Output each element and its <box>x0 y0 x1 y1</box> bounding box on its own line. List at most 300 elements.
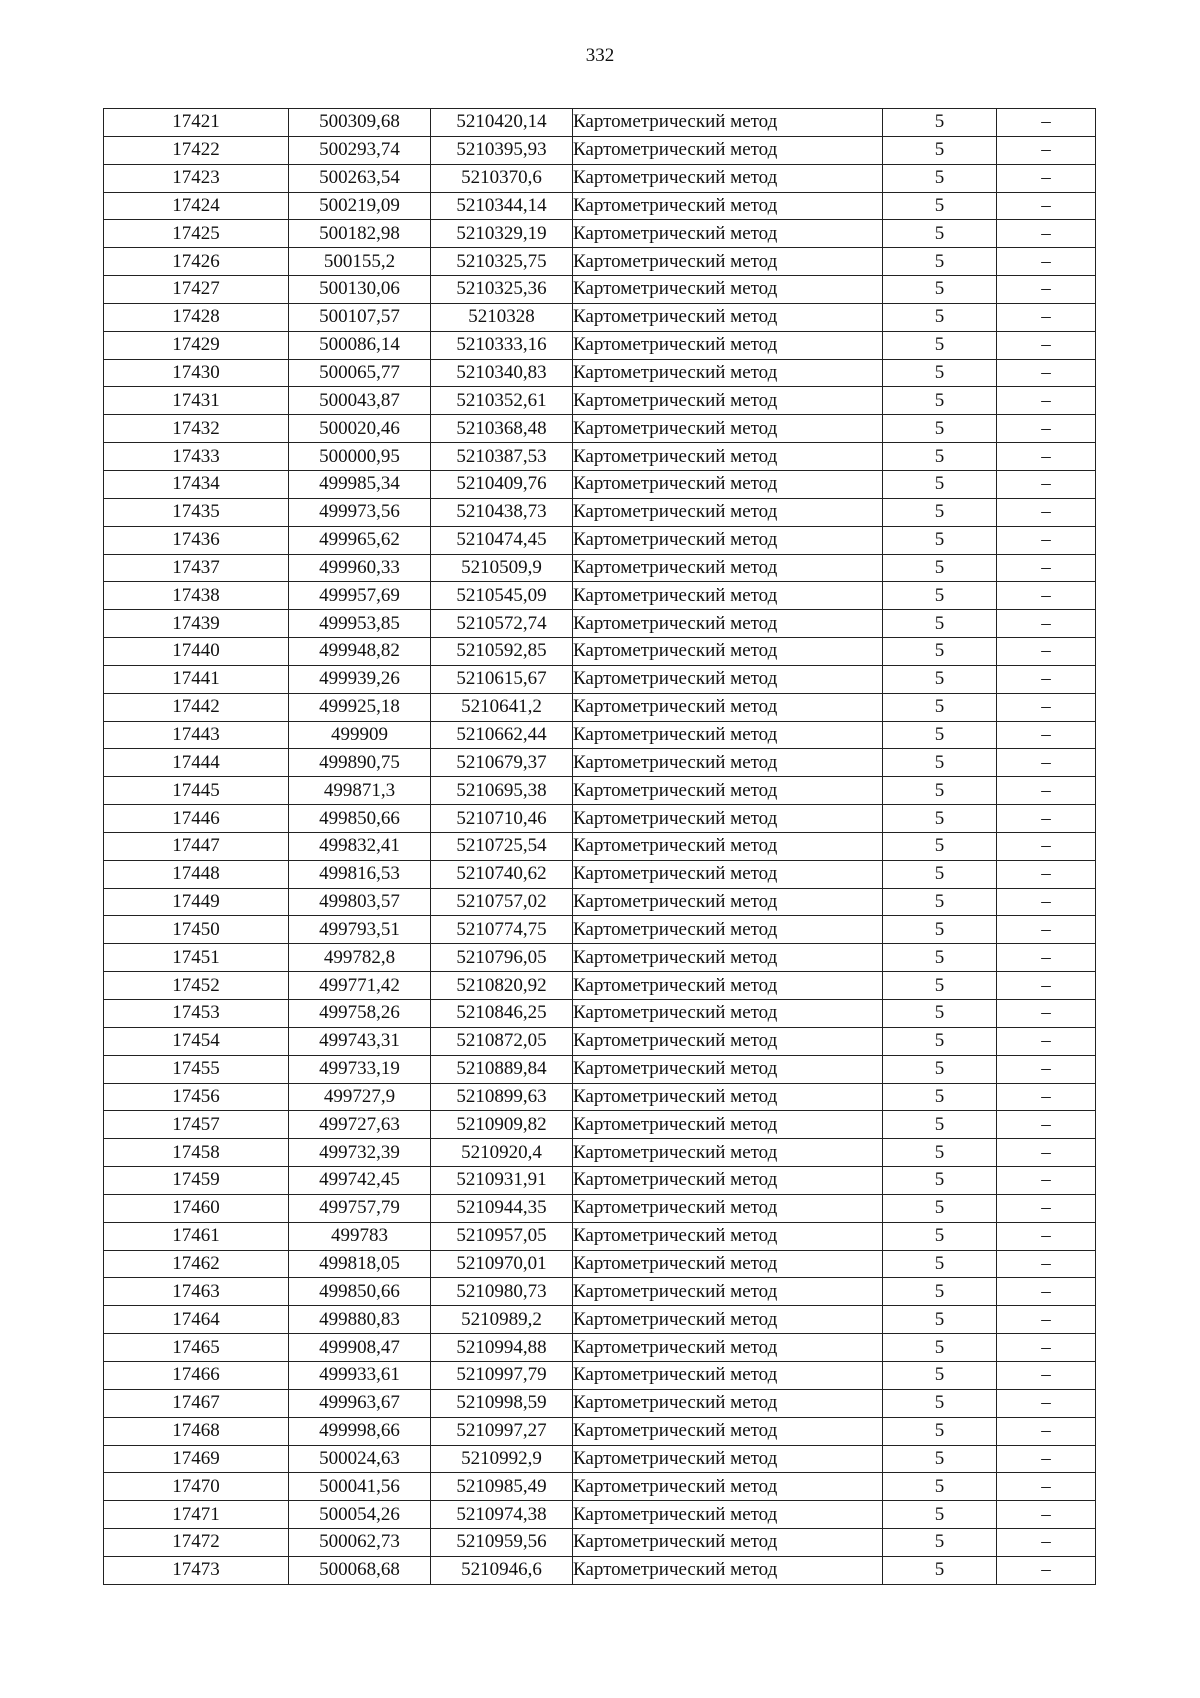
x-coordinate-cell: 499727,63 <box>289 1111 431 1139</box>
x-coordinate-cell: 499953,85 <box>289 610 431 638</box>
x-coordinate-cell: 499985,34 <box>289 470 431 498</box>
method-cell: Картометрический метод <box>573 1361 883 1389</box>
accuracy-cell: 5 <box>883 1529 997 1557</box>
point-number-cell: 17451 <box>104 944 289 972</box>
method-cell: Картометрический метод <box>573 1222 883 1250</box>
y-coordinate-cell: 5210641,2 <box>431 693 573 721</box>
method-cell: Картометрический метод <box>573 805 883 833</box>
table-row <box>104 470 1096 498</box>
dash-cell: – <box>997 1139 1096 1167</box>
y-coordinate-cell: 5210980,73 <box>431 1278 573 1306</box>
table-row <box>104 944 1096 972</box>
dash-cell: – <box>997 693 1096 721</box>
point-number-cell: 17472 <box>104 1529 289 1557</box>
dash-cell: – <box>997 665 1096 693</box>
dash-cell: – <box>997 1445 1096 1473</box>
table-row <box>104 1501 1096 1529</box>
y-coordinate-cell: 5210710,46 <box>431 805 573 833</box>
y-coordinate-cell: 5210368,48 <box>431 415 573 443</box>
y-coordinate-cell: 5210872,05 <box>431 1027 573 1055</box>
method-cell: Картометрический метод <box>573 1111 883 1139</box>
method-cell: Картометрический метод <box>573 1389 883 1417</box>
point-number-cell: 17462 <box>104 1250 289 1278</box>
method-cell: Картометрический метод <box>573 136 883 164</box>
accuracy-cell: 5 <box>883 1055 997 1083</box>
x-coordinate-cell: 499758,26 <box>289 1000 431 1028</box>
method-cell: Картометрический метод <box>573 610 883 638</box>
dash-cell: – <box>997 220 1096 248</box>
accuracy-cell: 5 <box>883 276 997 304</box>
point-number-cell: 17441 <box>104 665 289 693</box>
accuracy-cell: 5 <box>883 359 997 387</box>
table-row <box>104 498 1096 526</box>
y-coordinate-cell: 5210985,49 <box>431 1473 573 1501</box>
point-number-cell: 17464 <box>104 1306 289 1334</box>
accuracy-cell: 5 <box>883 1556 997 1584</box>
table-row <box>104 109 1096 137</box>
table-row <box>104 1278 1096 1306</box>
table-row <box>104 777 1096 805</box>
point-number-cell: 17457 <box>104 1111 289 1139</box>
method-cell: Картометрический метод <box>573 1167 883 1195</box>
x-coordinate-cell: 499733,19 <box>289 1055 431 1083</box>
point-number-cell: 17440 <box>104 638 289 666</box>
point-number-cell: 17461 <box>104 1222 289 1250</box>
y-coordinate-cell: 5210474,45 <box>431 526 573 554</box>
point-number-cell: 17434 <box>104 470 289 498</box>
dash-cell: – <box>997 1501 1096 1529</box>
point-number-cell: 17458 <box>104 1139 289 1167</box>
dash-cell: – <box>997 721 1096 749</box>
point-number-cell: 17422 <box>104 136 289 164</box>
method-cell: Картометрический метод <box>573 749 883 777</box>
x-coordinate-cell: 500054,26 <box>289 1501 431 1529</box>
accuracy-cell: 5 <box>883 1501 997 1529</box>
method-cell: Картометрический метод <box>573 248 883 276</box>
accuracy-cell: 5 <box>883 665 997 693</box>
accuracy-cell: 5 <box>883 1194 997 1222</box>
accuracy-cell: 5 <box>883 1306 997 1334</box>
point-number-cell: 17471 <box>104 1501 289 1529</box>
dash-cell: – <box>997 1083 1096 1111</box>
accuracy-cell: 5 <box>883 888 997 916</box>
y-coordinate-cell: 5210740,62 <box>431 860 573 888</box>
method-cell: Картометрический метод <box>573 1334 883 1362</box>
x-coordinate-cell: 500182,98 <box>289 220 431 248</box>
accuracy-cell: 5 <box>883 582 997 610</box>
method-cell: Картометрический метод <box>573 721 883 749</box>
x-coordinate-cell: 500068,68 <box>289 1556 431 1584</box>
method-cell: Картометрический метод <box>573 1556 883 1584</box>
table-row <box>104 860 1096 888</box>
table-row <box>104 554 1096 582</box>
accuracy-cell: 5 <box>883 1417 997 1445</box>
x-coordinate-cell: 499957,69 <box>289 582 431 610</box>
x-coordinate-cell: 499743,31 <box>289 1027 431 1055</box>
method-cell: Картометрический метод <box>573 276 883 304</box>
method-cell: Картометрический метод <box>573 1529 883 1557</box>
method-cell: Картометрический метод <box>573 916 883 944</box>
y-coordinate-cell: 5210997,79 <box>431 1361 573 1389</box>
accuracy-cell: 5 <box>883 1027 997 1055</box>
dash-cell: – <box>997 498 1096 526</box>
x-coordinate-cell: 499939,26 <box>289 665 431 693</box>
table-row <box>104 387 1096 415</box>
method-cell: Картометрический метод <box>573 359 883 387</box>
point-number-cell: 17421 <box>104 109 289 137</box>
y-coordinate-cell: 5210340,83 <box>431 359 573 387</box>
accuracy-cell: 5 <box>883 805 997 833</box>
point-number-cell: 17426 <box>104 248 289 276</box>
dash-cell: – <box>997 638 1096 666</box>
table-row <box>104 1334 1096 1362</box>
x-coordinate-cell: 500293,74 <box>289 136 431 164</box>
table-row <box>104 1389 1096 1417</box>
y-coordinate-cell: 5210909,82 <box>431 1111 573 1139</box>
method-cell: Картометрический метод <box>573 109 883 137</box>
dash-cell: – <box>997 192 1096 220</box>
accuracy-cell: 5 <box>883 972 997 1000</box>
y-coordinate-cell: 5210329,19 <box>431 220 573 248</box>
dash-cell: – <box>997 109 1096 137</box>
point-number-cell: 17463 <box>104 1278 289 1306</box>
table-row <box>104 1473 1096 1501</box>
table-row <box>104 526 1096 554</box>
accuracy-cell: 5 <box>883 443 997 471</box>
method-cell: Картометрический метод <box>573 1306 883 1334</box>
dash-cell: – <box>997 749 1096 777</box>
method-cell: Картометрический метод <box>573 415 883 443</box>
method-cell: Картометрический метод <box>573 888 883 916</box>
method-cell: Картометрический метод <box>573 470 883 498</box>
method-cell: Картометрический метод <box>573 1445 883 1473</box>
x-coordinate-cell: 499998,66 <box>289 1417 431 1445</box>
accuracy-cell: 5 <box>883 1111 997 1139</box>
dash-cell: – <box>997 554 1096 582</box>
dash-cell: – <box>997 1111 1096 1139</box>
table-row <box>104 805 1096 833</box>
x-coordinate-cell: 499890,75 <box>289 749 431 777</box>
dash-cell: – <box>997 1306 1096 1334</box>
x-coordinate-cell: 499782,8 <box>289 944 431 972</box>
table-row <box>104 665 1096 693</box>
point-number-cell: 17438 <box>104 582 289 610</box>
table-row <box>104 331 1096 359</box>
page-number: 332 <box>585 45 615 66</box>
accuracy-cell: 5 <box>883 248 997 276</box>
point-number-cell: 17433 <box>104 443 289 471</box>
point-number-cell: 17445 <box>104 777 289 805</box>
y-coordinate-cell: 5210946,6 <box>431 1556 573 1584</box>
y-coordinate-cell: 5210994,88 <box>431 1334 573 1362</box>
x-coordinate-cell: 499880,83 <box>289 1306 431 1334</box>
dash-cell: – <box>997 1473 1096 1501</box>
point-number-cell: 17452 <box>104 972 289 1000</box>
y-coordinate-cell: 5210328 <box>431 303 573 331</box>
y-coordinate-cell: 5210998,59 <box>431 1389 573 1417</box>
table-row <box>104 749 1096 777</box>
dash-cell: – <box>997 1250 1096 1278</box>
x-coordinate-cell: 499732,39 <box>289 1139 431 1167</box>
accuracy-cell: 5 <box>883 415 997 443</box>
point-number-cell: 17454 <box>104 1027 289 1055</box>
y-coordinate-cell: 5210774,75 <box>431 916 573 944</box>
x-coordinate-cell: 499803,57 <box>289 888 431 916</box>
point-number-cell: 17469 <box>104 1445 289 1473</box>
method-cell: Картометрический метод <box>573 387 883 415</box>
point-number-cell: 17470 <box>104 1473 289 1501</box>
method-cell: Картометрический метод <box>573 832 883 860</box>
point-number-cell: 17468 <box>104 1417 289 1445</box>
accuracy-cell: 5 <box>883 470 997 498</box>
dash-cell: – <box>997 1556 1096 1584</box>
table-row <box>104 1167 1096 1195</box>
dash-cell: – <box>997 1334 1096 1362</box>
point-number-cell: 17428 <box>104 303 289 331</box>
accuracy-cell: 5 <box>883 387 997 415</box>
dash-cell: – <box>997 1222 1096 1250</box>
method-cell: Картометрический метод <box>573 1501 883 1529</box>
dash-cell: – <box>997 1194 1096 1222</box>
y-coordinate-cell: 5210725,54 <box>431 832 573 860</box>
method-cell: Картометрический метод <box>573 526 883 554</box>
point-number-cell: 17465 <box>104 1334 289 1362</box>
x-coordinate-cell: 500043,87 <box>289 387 431 415</box>
accuracy-cell: 5 <box>883 1389 997 1417</box>
table-row <box>104 1000 1096 1028</box>
accuracy-cell: 5 <box>883 526 997 554</box>
method-cell: Картометрический метод <box>573 693 883 721</box>
accuracy-cell: 5 <box>883 638 997 666</box>
y-coordinate-cell: 5210438,73 <box>431 498 573 526</box>
dash-cell: – <box>997 1167 1096 1195</box>
dash-cell: – <box>997 1389 1096 1417</box>
dash-cell: – <box>997 1417 1096 1445</box>
table-row <box>104 220 1096 248</box>
accuracy-cell: 5 <box>883 1222 997 1250</box>
point-number-cell: 17425 <box>104 220 289 248</box>
method-cell: Картометрический метод <box>573 972 883 1000</box>
method-cell: Картометрический метод <box>573 665 883 693</box>
method-cell: Картометрический метод <box>573 554 883 582</box>
table-row <box>104 192 1096 220</box>
y-coordinate-cell: 5210974,38 <box>431 1501 573 1529</box>
table-row <box>104 276 1096 304</box>
accuracy-cell: 5 <box>883 498 997 526</box>
dash-cell: – <box>997 777 1096 805</box>
method-cell: Картометрический метод <box>573 1473 883 1501</box>
method-cell: Картометрический метод <box>573 1000 883 1028</box>
point-number-cell: 17427 <box>104 276 289 304</box>
table-row <box>104 1027 1096 1055</box>
y-coordinate-cell: 5210796,05 <box>431 944 573 972</box>
x-coordinate-cell: 500065,77 <box>289 359 431 387</box>
accuracy-cell: 5 <box>883 1000 997 1028</box>
table-row <box>104 582 1096 610</box>
x-coordinate-cell: 499771,42 <box>289 972 431 1000</box>
x-coordinate-cell: 499850,66 <box>289 1278 431 1306</box>
dash-cell: – <box>997 470 1096 498</box>
y-coordinate-cell: 5210325,36 <box>431 276 573 304</box>
x-coordinate-cell: 500062,73 <box>289 1529 431 1557</box>
x-coordinate-cell: 500024,63 <box>289 1445 431 1473</box>
table-row <box>104 1445 1096 1473</box>
x-coordinate-cell: 499948,82 <box>289 638 431 666</box>
coordinates-table-body <box>104 109 1096 1585</box>
y-coordinate-cell: 5210662,44 <box>431 721 573 749</box>
method-cell: Картометрический метод <box>573 1083 883 1111</box>
accuracy-cell: 5 <box>883 1139 997 1167</box>
method-cell: Картометрический метод <box>573 1055 883 1083</box>
table-row <box>104 1111 1096 1139</box>
table-row <box>104 1361 1096 1389</box>
y-coordinate-cell: 5210846,25 <box>431 1000 573 1028</box>
point-number-cell: 17473 <box>104 1556 289 1584</box>
point-number-cell: 17447 <box>104 832 289 860</box>
method-cell: Картометрический метод <box>573 944 883 972</box>
method-cell: Картометрический метод <box>573 498 883 526</box>
method-cell: Картометрический метод <box>573 331 883 359</box>
x-coordinate-cell: 499965,62 <box>289 526 431 554</box>
method-cell: Картометрический метод <box>573 1194 883 1222</box>
table-row <box>104 1556 1096 1584</box>
method-cell: Картометрический метод <box>573 192 883 220</box>
x-coordinate-cell: 500130,06 <box>289 276 431 304</box>
point-number-cell: 17446 <box>104 805 289 833</box>
table-row <box>104 1083 1096 1111</box>
accuracy-cell: 5 <box>883 1083 997 1111</box>
y-coordinate-cell: 5210989,2 <box>431 1306 573 1334</box>
accuracy-cell: 5 <box>883 136 997 164</box>
x-coordinate-cell: 499909 <box>289 721 431 749</box>
method-cell: Картометрический метод <box>573 777 883 805</box>
x-coordinate-cell: 499742,45 <box>289 1167 431 1195</box>
point-number-cell: 17448 <box>104 860 289 888</box>
accuracy-cell: 5 <box>883 1445 997 1473</box>
dash-cell: – <box>997 276 1096 304</box>
method-cell: Картометрический метод <box>573 164 883 192</box>
dash-cell: – <box>997 1000 1096 1028</box>
accuracy-cell: 5 <box>883 749 997 777</box>
accuracy-cell: 5 <box>883 331 997 359</box>
x-coordinate-cell: 500219,09 <box>289 192 431 220</box>
table-row <box>104 1529 1096 1557</box>
method-cell: Картометрический метод <box>573 1250 883 1278</box>
x-coordinate-cell: 499963,67 <box>289 1389 431 1417</box>
x-coordinate-cell: 500309,68 <box>289 109 431 137</box>
point-number-cell: 17459 <box>104 1167 289 1195</box>
accuracy-cell: 5 <box>883 1278 997 1306</box>
dash-cell: – <box>997 582 1096 610</box>
method-cell: Картометрический метод <box>573 860 883 888</box>
table-row <box>104 136 1096 164</box>
accuracy-cell: 5 <box>883 860 997 888</box>
table-row <box>104 832 1096 860</box>
method-cell: Картометрический метод <box>573 1417 883 1445</box>
point-number-cell: 17450 <box>104 916 289 944</box>
y-coordinate-cell: 5210409,76 <box>431 470 573 498</box>
point-number-cell: 17430 <box>104 359 289 387</box>
y-coordinate-cell: 5210695,38 <box>431 777 573 805</box>
table-row <box>104 1194 1096 1222</box>
dash-cell: – <box>997 164 1096 192</box>
accuracy-cell: 5 <box>883 721 997 749</box>
accuracy-cell: 5 <box>883 1473 997 1501</box>
accuracy-cell: 5 <box>883 303 997 331</box>
table-row <box>104 359 1096 387</box>
x-coordinate-cell: 499925,18 <box>289 693 431 721</box>
dash-cell: – <box>997 1055 1096 1083</box>
method-cell: Картометрический метод <box>573 1027 883 1055</box>
x-coordinate-cell: 499818,05 <box>289 1250 431 1278</box>
x-coordinate-cell: 499933,61 <box>289 1361 431 1389</box>
x-coordinate-cell: 500020,46 <box>289 415 431 443</box>
y-coordinate-cell: 5210757,02 <box>431 888 573 916</box>
point-number-cell: 17466 <box>104 1361 289 1389</box>
accuracy-cell: 5 <box>883 192 997 220</box>
dash-cell: – <box>997 1278 1096 1306</box>
dash-cell: – <box>997 415 1096 443</box>
accuracy-cell: 5 <box>883 832 997 860</box>
x-coordinate-cell: 499832,41 <box>289 832 431 860</box>
method-cell: Картометрический метод <box>573 638 883 666</box>
dash-cell: – <box>997 248 1096 276</box>
table-row <box>104 916 1096 944</box>
accuracy-cell: 5 <box>883 777 997 805</box>
accuracy-cell: 5 <box>883 1334 997 1362</box>
y-coordinate-cell: 5210889,84 <box>431 1055 573 1083</box>
table-row <box>104 443 1096 471</box>
method-cell: Картометрический метод <box>573 220 883 248</box>
dash-cell: – <box>997 387 1096 415</box>
x-coordinate-cell: 500155,2 <box>289 248 431 276</box>
y-coordinate-cell: 5210997,27 <box>431 1417 573 1445</box>
x-coordinate-cell: 499816,53 <box>289 860 431 888</box>
table-row <box>104 1139 1096 1167</box>
x-coordinate-cell: 499783 <box>289 1222 431 1250</box>
y-coordinate-cell: 5210959,56 <box>431 1529 573 1557</box>
table-row <box>104 415 1096 443</box>
point-number-cell: 17432 <box>104 415 289 443</box>
x-coordinate-cell: 500263,54 <box>289 164 431 192</box>
coordinates-table <box>103 108 1096 1585</box>
dash-cell: – <box>997 1529 1096 1557</box>
x-coordinate-cell: 500041,56 <box>289 1473 431 1501</box>
accuracy-cell: 5 <box>883 554 997 582</box>
y-coordinate-cell: 5210820,92 <box>431 972 573 1000</box>
table-row <box>104 1306 1096 1334</box>
table-row <box>104 888 1096 916</box>
y-coordinate-cell: 5210615,67 <box>431 665 573 693</box>
y-coordinate-cell: 5210395,93 <box>431 136 573 164</box>
x-coordinate-cell: 499727,9 <box>289 1083 431 1111</box>
dash-cell: – <box>997 443 1096 471</box>
point-number-cell: 17435 <box>104 498 289 526</box>
accuracy-cell: 5 <box>883 220 997 248</box>
point-number-cell: 17455 <box>104 1055 289 1083</box>
table-row <box>104 1250 1096 1278</box>
x-coordinate-cell: 499793,51 <box>289 916 431 944</box>
dash-cell: – <box>997 972 1096 1000</box>
dash-cell: – <box>997 805 1096 833</box>
method-cell: Картометрический метод <box>573 303 883 331</box>
y-coordinate-cell: 5210420,14 <box>431 109 573 137</box>
point-number-cell: 17429 <box>104 331 289 359</box>
x-coordinate-cell: 499973,56 <box>289 498 431 526</box>
y-coordinate-cell: 5210931,91 <box>431 1167 573 1195</box>
table-row <box>104 638 1096 666</box>
y-coordinate-cell: 5210333,16 <box>431 331 573 359</box>
